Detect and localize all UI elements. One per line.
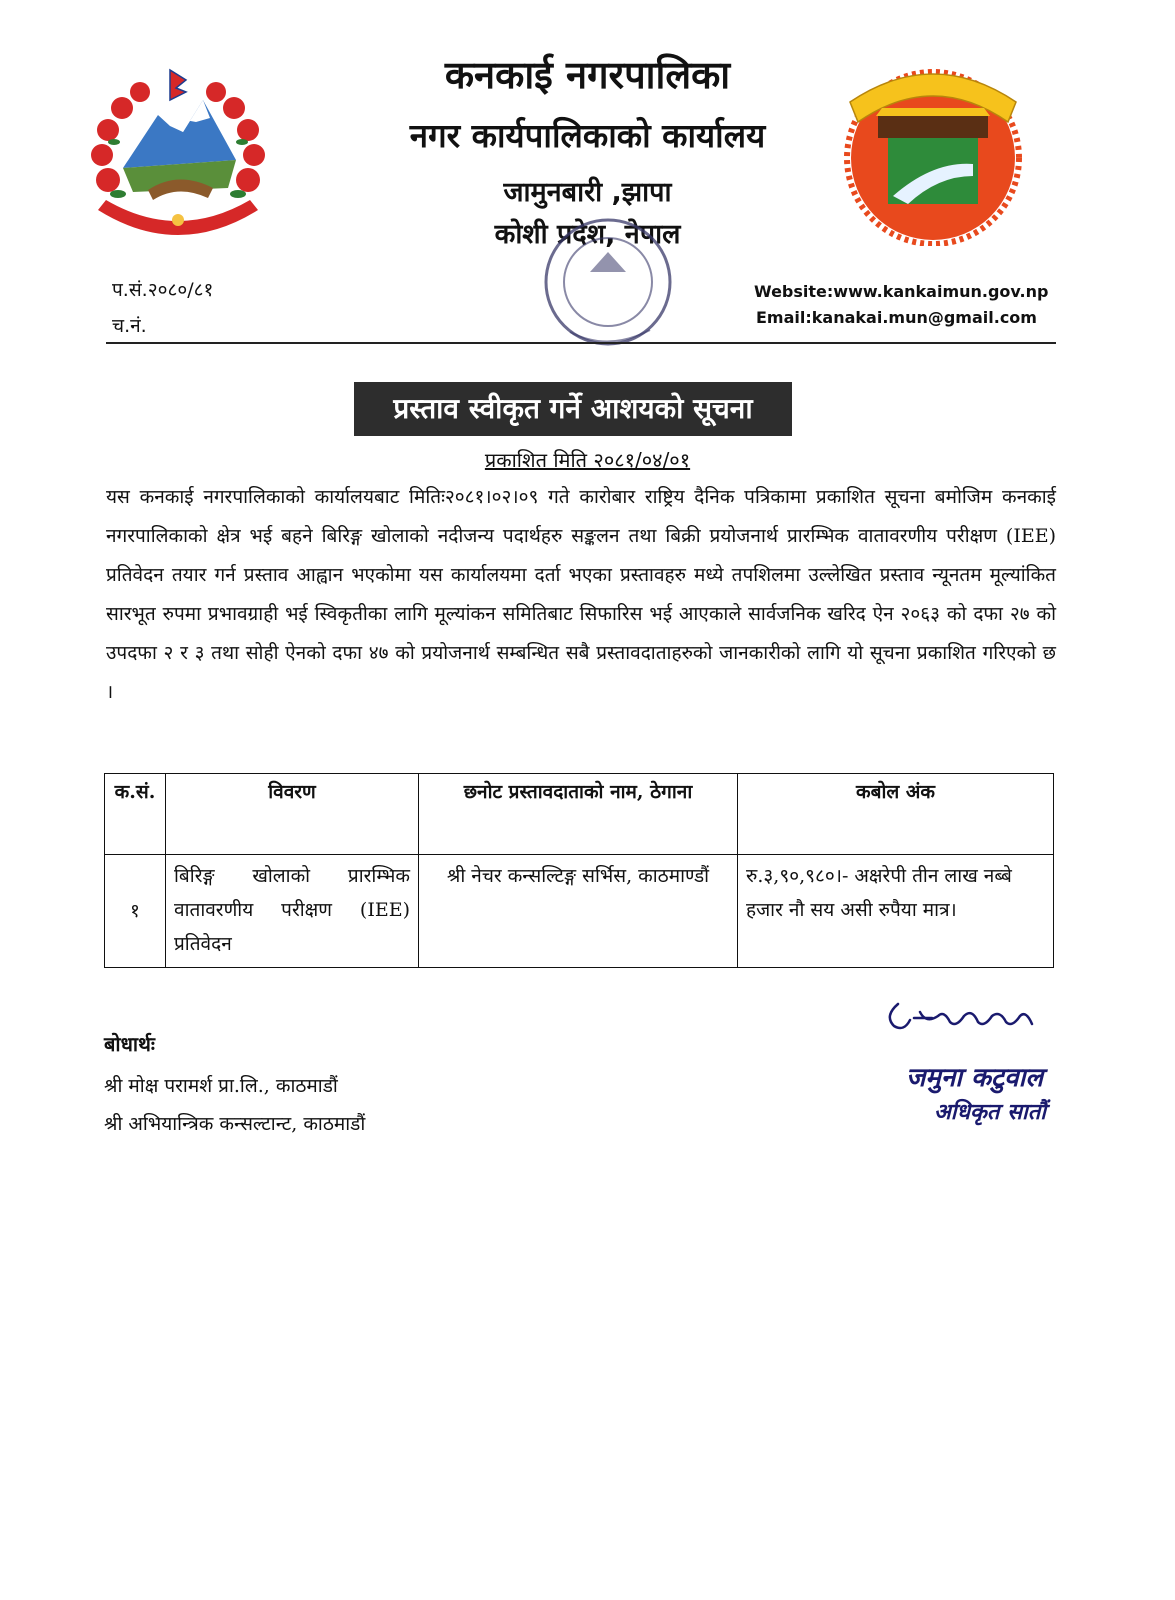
published-date-text: प्रकाशित मिति २०८१/०४/०१: [484, 448, 691, 472]
table-header-row: [105, 774, 1054, 855]
selected-proposal-table: [104, 773, 1054, 968]
notice-title: प्रस्ताव स्वीकृत गर्ने आशयको सूचना: [354, 382, 792, 436]
notice-body: यस कनकाई नगरपालिकाको कार्यालयबाट मितिः२०८१।०२।०९ गते कारोबार राष्ट्रिय दैनिक पत्रिकामा प्रकाशित सूचना बमोजिम कनकाई नगरपालिकाको क्षेत्र भई बहने बिरिङ्ग खोलाको नदीजन्य पदार्थहरु सङ्कलन तथा बिक्री प्रयोजनार्थ प्रारम्भिक वातावरणीय परीक्षण (IEE) प्रतिवेदन तयार गर्न प्रस्ताव आह्वान भएकोमा यस कार्यालयमा दर्ता भएका प्रस्तावहरु मध्ये तपशिलमा उल्लेखित प्रस्ताव न्यूनतम मूल्यांकित सारभूत रुपमा प्रभावग्राही भई स्विकृतीका लागि मूल्यांकन समितिबाट सिफारिस भई आएकाले सार्वजनिक खरिद ऐन २०६३ को दफा २७ को उपदफा २ र ३ तथा सोही ऐनको दफा ४७ को प्रयोजनार्थ सम्बन्धित सबै प्रस्तावदाताहरुको जानकारीको लागि यो सूचना प्रकाशित गरिएको छ ।: [106, 486, 1056, 703]
signatory-title: अधिकृत सातौं: [934, 1100, 1046, 1125]
org-name: कनकाई नगरपालिका: [444, 53, 731, 97]
cell-description: बिरिङ्ग खोलाको प्रारम्भिक वातावरणीय परीक्षण (IEE) प्रतिवेदन: [166, 855, 419, 968]
cell-bidder: श्री नेचर कन्सल्टिङ्ग सर्भिस, काठमाण्डौं: [419, 855, 738, 968]
table-row: [105, 855, 1054, 968]
col-header-sn: क.सं.: [105, 774, 166, 855]
office-province: कोशी प्रदेश, नेपाल: [494, 219, 681, 250]
kankai-municipality-logo-icon: [838, 46, 1028, 246]
handwritten-signature-icon: [880, 994, 1050, 1038]
email-link[interactable]: Email:kanakai.mun@gmail.com: [756, 308, 1037, 327]
signatory-name: जमुना कटुवाल: [906, 1063, 1043, 1093]
col-header-amount: कबोल अंक: [738, 774, 1054, 855]
published-date: [0, 446, 1175, 473]
header-divider: [106, 342, 1056, 344]
cc-item: श्री मोक्ष परामर्श प्रा.लि., काठमाडौं: [104, 1075, 338, 1097]
office-seal-icon: [520, 212, 690, 362]
cell-sn: १: [105, 855, 166, 968]
office-place: जामुनबारी ,झापा: [503, 177, 672, 208]
cc-label: बोधार्थः: [104, 1032, 155, 1056]
cell-amount: रु.३,९०,९८०।- अक्षरेपी तीन लाख नब्बे हजार नौ सय असी रुपैया मात्र।: [738, 855, 1054, 968]
office-name: नगर कार्यपालिकाको कार्यालय: [409, 116, 766, 155]
reference-number: प.सं.२०८०/८१: [112, 279, 214, 301]
website-link[interactable]: Website:www.kankaimun.gov.np: [754, 282, 1049, 301]
cc-item: श्री अभियान्त्रिक कन्सल्टान्ट, काठमाडौं: [104, 1113, 366, 1135]
dispatch-number: च.नं.: [112, 315, 147, 337]
col-header-description: विवरण: [166, 774, 419, 855]
col-header-bidder: छनोट प्रस्तावदाताको नाम, ठेगाना: [419, 774, 738, 855]
